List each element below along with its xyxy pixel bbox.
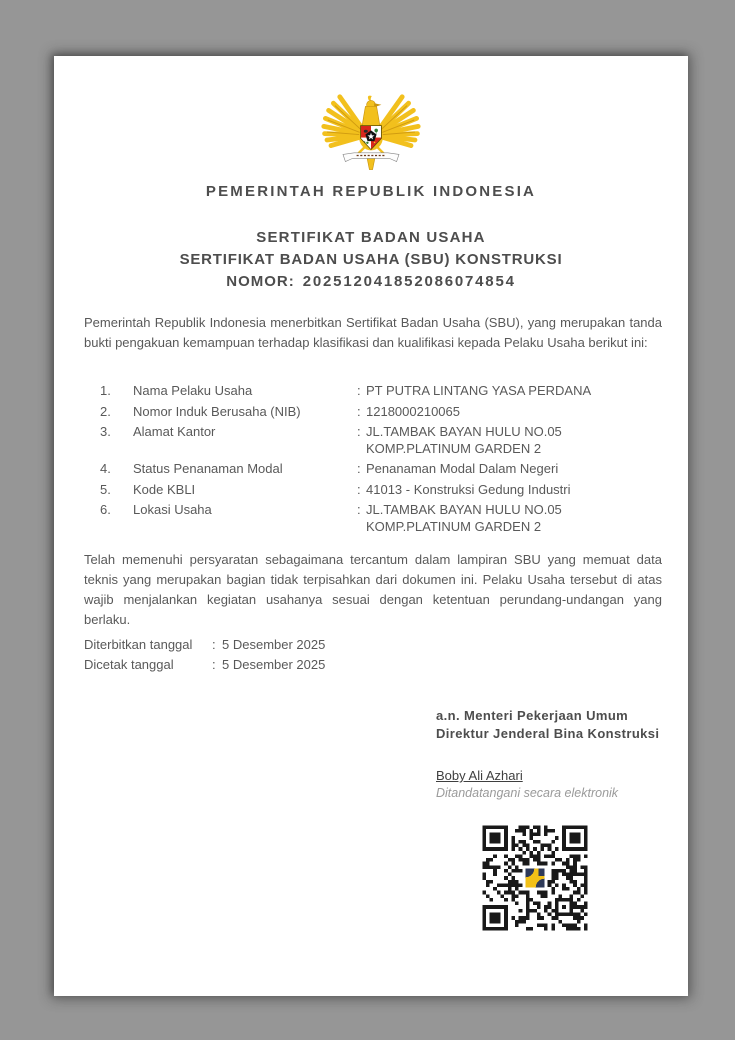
certificate-number-line [54, 271, 688, 293]
detail-row-status-penanaman-modal [100, 461, 664, 478]
item-value: : JL.TAMBAK BAYAN HULU NO.05 KOMP.PLATINUM GARDEN 2 [357, 502, 562, 534]
colon: : [357, 502, 361, 517]
item-number: 4. [100, 461, 111, 476]
item-number: 2. [100, 403, 111, 419]
colon: : [357, 461, 361, 476]
certificate-title-block [54, 227, 688, 293]
certificate-number-label: NOMOR: [226, 273, 295, 290]
certificate-subtitle: SERTIFIKAT BADAN USAHA (SBU) KONSTRUKSI [179, 251, 563, 268]
colon: : [357, 403, 361, 419]
business-details-list [84, 383, 664, 539]
item-label: Nomor Induk Berusaha (NIB) [133, 403, 301, 419]
colon: : [357, 383, 361, 398]
item-value: : PT PUTRA LINTANG YASA PERDANA [357, 383, 592, 398]
item-value: : 41013 - Konstruksi Gedung Industri [357, 481, 571, 497]
colon: : [212, 657, 216, 672]
item-number: 3. [100, 424, 111, 439]
item-number: 5. [100, 481, 111, 497]
detail-row-nib [100, 404, 664, 421]
certificate-number-value: 202512041852086074854 [302, 273, 516, 290]
printed-date-label: Dicetak tanggal [84, 657, 174, 672]
colon: : [357, 424, 361, 439]
detail-row-nama-pelaku-usaha [100, 383, 664, 400]
signatory-name: Boby Ali Azhari [436, 768, 523, 783]
signature-block [436, 707, 666, 800]
item-value: : Penanaman Modal Dalam Negeri [357, 461, 559, 476]
item-label: Lokasi Usaha [133, 502, 212, 517]
issued-date-value: 5 Desember 2025 [222, 637, 326, 652]
colon: : [357, 481, 361, 497]
qr-code [478, 821, 592, 935]
colon: : [212, 637, 216, 652]
electronic-signature-note: Ditandatangani secara elektronik [436, 786, 619, 800]
government-title: PEMERINTAH REPUBLIK INDONESIA [205, 183, 537, 200]
item-value: : JL.TAMBAK BAYAN HULU NO.05 KOMP.PLATINUM GARDEN 2 [357, 424, 562, 456]
item-label: Status Penanaman Modal [133, 461, 283, 476]
item-label: Alamat Kantor [133, 424, 216, 439]
closing-paragraph: Telah memenuhi persyaratan sebagaimana tercantum dalam lampiran SBU yang memuat data teknis yang merupakan bagian tidak terpisahkan dari dokumen ini. Pelaku Usaha tersebut di atas wajib menjalankan kegiatan usahanya sesuai dengan ketentuan perundang-undangan yang berlaku. [84, 552, 662, 627]
printed-date-row [84, 655, 325, 675]
signatory-position: Direktur Jenderal Bina Konstruksi [436, 726, 660, 741]
item-value: : 1218000210065 [357, 403, 460, 419]
certificate-title: SERTIFIKAT BADAN USAHA [256, 229, 486, 246]
issued-date-label: Diterbitkan tanggal [84, 637, 193, 652]
intro-paragraph: Pemerintah Republik Indonesia menerbitkan Sertifikat Badan Usaha (SBU), yang merupakan tanda bukti pengakuan kemampuan terhadap klasifikasi dan kualifikasi kepada Pelaku Usaha berikut ini: [84, 315, 662, 350]
date-block [84, 635, 325, 675]
item-label: Nama Pelaku Usaha [133, 383, 253, 398]
signatory-on-behalf: a.n. Menteri Pekerjaan Umum [436, 708, 629, 723]
certificate-page [54, 56, 688, 996]
item-number: 1. [100, 383, 111, 398]
garuda-pancasila-emblem-icon [319, 84, 423, 182]
issued-date-row [84, 635, 325, 655]
detail-row-kode-kbli [100, 482, 664, 499]
item-label: Kode KBLI [133, 481, 196, 497]
item-number: 6. [100, 502, 111, 517]
printed-date-value: 5 Desember 2025 [222, 657, 326, 672]
detail-row-lokasi-usaha [100, 502, 664, 535]
detail-row-alamat-kantor [100, 424, 664, 457]
